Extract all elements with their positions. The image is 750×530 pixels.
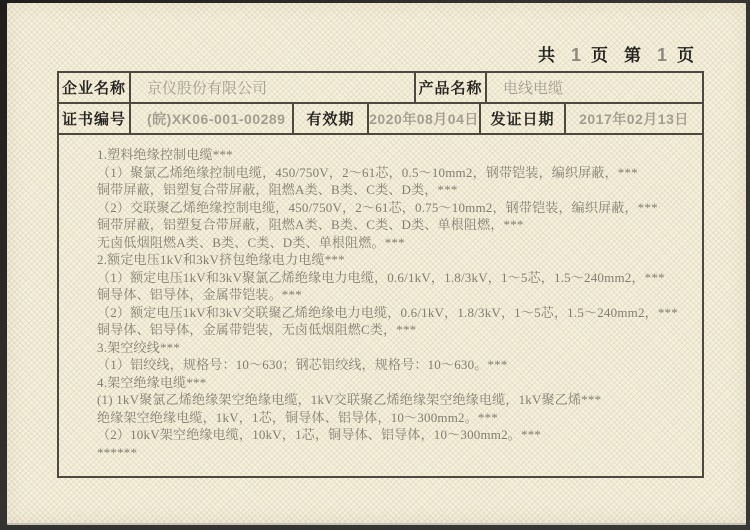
current-page-value: 1 (656, 45, 667, 65)
current-page-prefix: 第 (623, 46, 643, 65)
scope-line: 1.塑料绝缘控制电缆*** (97, 147, 233, 162)
scope-line: ****** (97, 444, 138, 460)
certificate-number-value: (皖)XK06-001-00289 (131, 104, 294, 133)
company-name-label: 企业名称 (59, 73, 131, 102)
certificate-number-label: 证书编号 (59, 104, 131, 133)
scope-line: 铜导体、铝导体，金属带铠装。*** (97, 287, 302, 302)
total-pages-value: 1 (570, 45, 581, 65)
scope-line: 绝缘架空绝缘电缆，1kV，1芯，铜导体、铝导体，10～300mm2。*** (97, 409, 499, 425)
table-row-cert-dates (59, 104, 702, 135)
validity-label: 有效期 (294, 104, 369, 133)
total-pages-suffix: 页 (590, 46, 610, 65)
scope-line: （2）交联聚乙烯绝缘控制电缆，450/750V，2～61芯，0.75～10mm2，钢带铠装，编织屏蔽，*** (97, 199, 658, 215)
scope-line: 4.架空绝缘电缆*** (97, 374, 207, 390)
validity-value: 2020年08月04日 (369, 104, 481, 133)
scope-line: （1）聚氯乙烯绝缘控制电缆，450/750V，2～61芯，0.5～10mm2，钢带铠装，编织屏蔽，*** (97, 164, 638, 180)
certificate-table (57, 71, 704, 478)
product-scope-text (59, 135, 702, 476)
scope-line: （1）额定电压1kV和3kV聚氯乙烯绝缘电力电缆，0.6/1kV，1.8/3kV，1～5芯，1.5～240mm2，*** (97, 269, 665, 285)
issue-date-label: 发证日期 (481, 104, 566, 133)
scope-line: 3.架空绞线*** (97, 339, 181, 355)
scope-line: 铜带屏蔽，铝塑复合带屏蔽，阻燃A类、B类、C类、D类、单根阻燃，*** (97, 217, 524, 232)
scope-line: 2.额定电压1kV和3kV挤包绝缘电力电缆*** (97, 252, 345, 267)
certificate-paper (7, 3, 746, 523)
table-row-company-product (59, 73, 702, 104)
current-page-suffix: 页 (677, 46, 696, 65)
total-pages-prefix: 共 (537, 46, 557, 65)
company-name-value: 京仪股份有限公司 (131, 73, 416, 102)
scope-line: (1) 1kV聚氯乙烯绝缘架空绝缘电缆，1kV交联聚乙烯绝缘架空绝缘电缆，1kV聚乙烯*** (97, 392, 602, 407)
scope-line: 无卤低烟阻燃A类、B类、C类、D类、单根阻燃。*** (97, 234, 405, 250)
scope-line: （1）铝绞线，规格号：10～630；钢芯铝绞线，规格号：10～630。*** (97, 357, 508, 372)
scope-line: 铜导体、铝导体，金属带铠装，无卤低烟阻燃C类，*** (97, 322, 417, 337)
scope-line: （2）10kV架空绝缘电缆，10kV，1芯，铜导体、铝导体，10～300mm2。*** (97, 427, 542, 442)
scope-line: （2）额定电压1kV和3kV交联聚乙烯绝缘电力电缆，0.6/1kV，1.8/3kV，1～5芯，1.5～240mm2，*** (97, 304, 678, 320)
page-number-line (538, 41, 696, 66)
product-name-label: 产品名称 (416, 73, 487, 102)
product-name-value: 电线电缆 (503, 81, 564, 97)
issue-date-value: 2017年02月13日 (579, 110, 689, 127)
scope-line: 铜带屏蔽，铝塑复合带屏蔽，阻燃A类、B类、C类、D类，*** (97, 182, 458, 197)
